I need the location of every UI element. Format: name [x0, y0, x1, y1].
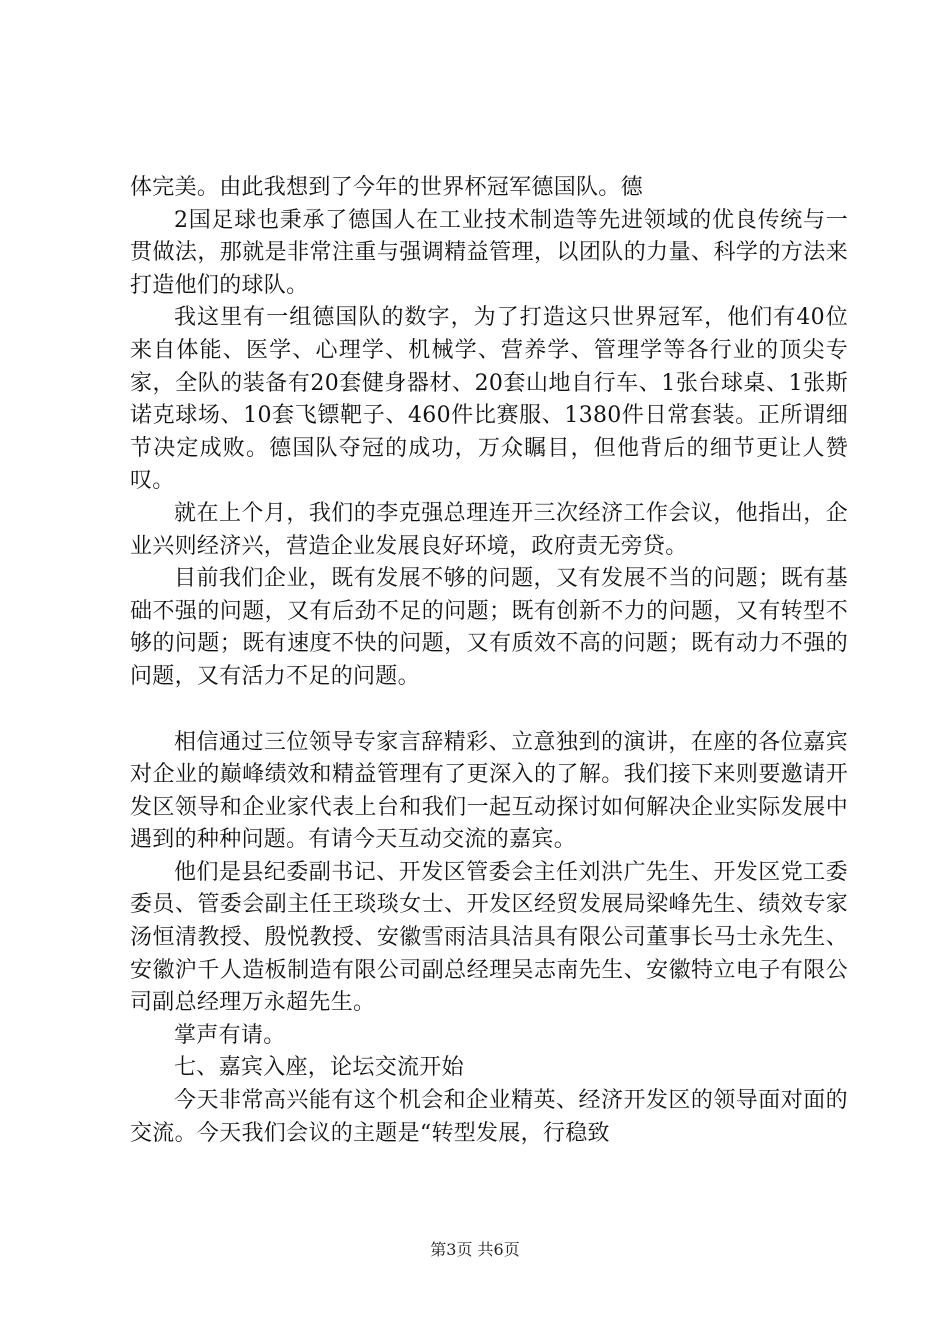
- paragraph-6: 相信通过三位领导专家言辞精彩、立意独到的演讲，在座的各位嘉宾对企业的巅峰绩效和精益管理有了更深入的了解。我们接下来则要邀请开发区领导和企业家代表上台和我们一起互动探讨如何解决企业实际发展中遇到的种种问题。有请今天互动交流的嘉宾。: [130, 729, 848, 853]
- paragraph-7: 他们是县纪委副书记、开发区管委会主任刘洪广先生、开发区党工委委员、管委会副主任王琰琰女士、开发区经贸发展局梁峰先生、绩效专家汤恒清教授、殷悦教授、安徽雪雨洁具洁具有限公司董事长马士永先生、安徽沪千人造板制造有限公司副总经理吴志南先生、安徽特立电子有限公司副总经理万永超先生。: [130, 859, 848, 1016]
- paragraph-9: 今天非常高兴能有这个机会和企业精英、经济开发区的领导面对面的交流。今天我们会议的主题是“转型发展，行稳致: [130, 1088, 848, 1146]
- document-body: [130, 172, 848, 1150]
- paragraph-3: 我这里有一组德国队的数字，为了打造这只世界冠军，他们有40位来自体能、医学、心理学、机械学、营养学、管理学等各行业的顶尖专家，全队的装备有20套健身器材、20套山地自行车、1张台球桌、1张斯诺克球场、10套飞镖靶子、460件比赛服、1380件日常套装。正所谓细节决定成败。德国队夺冠的成功，万众瞩目，但他背后的细节更让人赞叹。: [130, 305, 848, 494]
- paragraph-5: 目前我们企业，既有发展不够的问题，又有发展不当的问题；既有基础不强的问题，又有后劲不足的问题；既有创新不力的问题，又有转型不够的问题；既有速度不快的问题，又有质效不高的问题；既有动力不强的问题，又有活力不足的问题。: [130, 566, 848, 689]
- paragraph-8: 掌声有请。: [174, 1022, 286, 1048]
- section-heading: 七、嘉宾入座，论坛交流开始: [174, 1055, 464, 1081]
- paragraph-1: 体完美。由此我想到了今年的世界杯冠军德国队。德: [130, 175, 643, 200]
- paragraph-4: 就在上个月，我们的李克强总理连开三次经济工作会议，他指出，企业兴则经济兴，营造企业发展良好环境，政府责无旁贷。: [130, 500, 848, 559]
- page-number: 第3页 共6页: [430, 1240, 520, 1259]
- paragraph-2: 2国足球也秉承了德国人在工业技术制造等先进领域的优良传统与一贯做法，那就是非常注重与强调精益管理，以团队的力量、科学的方法来打造他们的球队。: [130, 207, 848, 298]
- page-footer: [0, 1240, 950, 1260]
- paragraph-spacer: [130, 694, 848, 727]
